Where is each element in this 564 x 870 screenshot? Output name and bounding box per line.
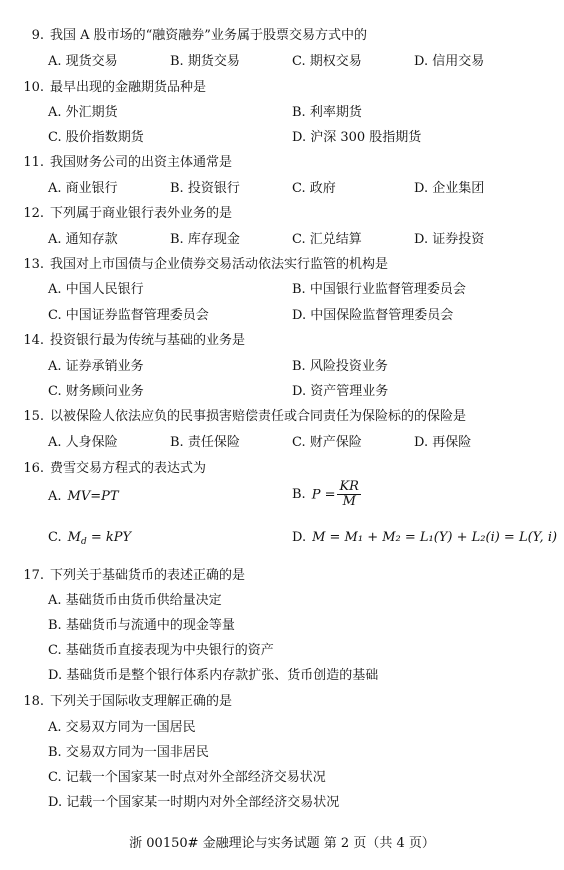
question-text: 下列关于国际收支理解正确的是 (50, 694, 233, 709)
page-footer: 浙 00150# 金融理论与实务试题 第 2 页（共 4 页） (129, 836, 435, 851)
numerator: KR (339, 479, 359, 494)
subscript: d (80, 537, 87, 547)
question-number: 15. (23, 409, 44, 424)
option: A. 外汇期货 (48, 105, 118, 120)
option: C. 记载一个国家某一时点对外全部经济交易状况 (48, 770, 326, 785)
option: C. 政府 (292, 181, 336, 196)
question-text: 我国 A 股市场的“融资融券”业务属于股票交易方式中的 (50, 28, 367, 43)
option: C. 股价指数期货 (48, 130, 144, 145)
question-number: 14. (23, 333, 44, 348)
option: B. 利率期货 (292, 105, 362, 120)
option: A. 商业银行 (48, 181, 118, 196)
question-text: 下列关于基础货币的表述正确的是 (50, 568, 246, 583)
question-text: 我国财务公司的出资主体通常是 (50, 155, 233, 170)
question-number: 12. (23, 206, 44, 221)
formula: MV=PT (67, 489, 119, 504)
option: A. 现货交易 (48, 54, 118, 69)
option: A. 中国人民银行 (48, 282, 144, 297)
question-text: 我国对上市国债与企业债券交易活动依法实行监管的机构是 (50, 257, 389, 272)
formula: M (67, 530, 81, 545)
option: D. 中国保险监督管理委员会 (292, 308, 454, 323)
denominator: M (342, 494, 356, 510)
question-14 (22, 329, 245, 348)
question-10 (22, 76, 206, 95)
question-number: 13. (23, 257, 44, 272)
question-number: 18. (23, 694, 44, 709)
option: A. 交易双方同为一国居民 (48, 720, 196, 735)
question-15 (22, 405, 466, 424)
question-16 (22, 457, 206, 476)
option: A. 证券承销业务 (48, 359, 144, 374)
question-number: 16. (23, 461, 44, 476)
option: B. 期货交易 (170, 54, 240, 69)
question-text: 投资银行最为传统与基础的业务是 (50, 333, 246, 348)
question-18 (22, 690, 232, 709)
formula-lhs: P = (311, 487, 336, 503)
option: A. 人身保险 (48, 435, 118, 450)
option: A. 通知存款 (48, 232, 118, 247)
question-13 (22, 253, 388, 272)
question-text: 最早出现的金融期货品种是 (50, 80, 207, 95)
option: B. 风险投资业务 (292, 359, 388, 374)
option: B. 责任保险 (170, 435, 240, 450)
option-d (292, 530, 557, 545)
option: D. 沪深 300 股指期货 (292, 130, 422, 145)
option: C. 期权交易 (292, 54, 362, 69)
question-17 (22, 564, 245, 583)
option: C. 财务顾问业务 (48, 384, 144, 399)
option: D. 资产管理业务 (292, 384, 389, 399)
option: D. 信用交易 (414, 54, 485, 69)
option: C. 基础货币直接表现为中央银行的资产 (48, 643, 274, 658)
option: D. 再保险 (414, 435, 472, 450)
question-text: 以被保险人依法应负的民事损害赔偿责任或合同责任为保险标的的保险是 (50, 409, 467, 424)
question-number: 17. (23, 568, 44, 583)
question-number: 10. (23, 80, 44, 95)
option-letter: B. (292, 487, 306, 503)
fraction (337, 480, 361, 510)
option: B. 交易双方同为一国非居民 (48, 745, 209, 760)
option: D. 基础货币是整个银行体系内存款扩张、货币创造的基础 (48, 668, 379, 683)
question-12 (22, 202, 232, 221)
option: A. 基础货币由货币供给量决定 (48, 593, 222, 608)
option: D. 证券投资 (414, 232, 485, 247)
option: B. 投资银行 (170, 181, 240, 196)
option-letter: D. (292, 530, 307, 545)
question-number: 11. (23, 155, 44, 170)
option: C. 财产保险 (292, 435, 362, 450)
option: D. 记载一个国家某一时期内对外全部经济交易状况 (48, 795, 340, 810)
formula: M = M₁ + M₂ = L₁(Y) + L₂(i) = L(Y, i) (312, 530, 558, 545)
question-text: 下列属于商业银行表外业务的是 (50, 206, 233, 221)
formula-rest: = kPY (86, 530, 132, 545)
option: B. 库存现金 (170, 232, 240, 247)
option: B. 基础货币与流通中的现金等量 (48, 618, 235, 633)
option: B. 中国银行业监督管理委员会 (292, 282, 466, 297)
option: D. 企业集团 (414, 181, 485, 196)
question-11 (22, 151, 232, 170)
option-a (48, 489, 119, 504)
question-9 (22, 24, 367, 43)
question-number: 9. (31, 28, 44, 43)
option-c (48, 530, 131, 547)
option-letter: A. (48, 489, 62, 504)
option: C. 中国证券监督管理委员会 (48, 308, 209, 323)
option-letter: C. (48, 530, 62, 545)
option: C. 汇兑结算 (292, 232, 362, 247)
option-b (292, 480, 361, 510)
question-text: 费雪交易方程式的表达式为 (50, 461, 207, 476)
